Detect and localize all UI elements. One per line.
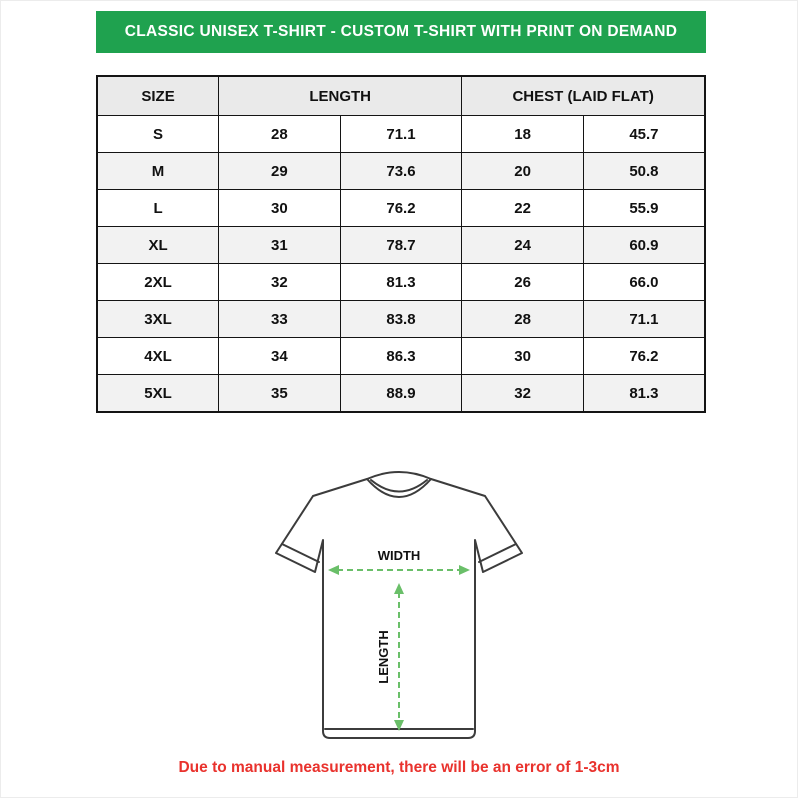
measurement-cell: 71.1 [340,116,462,153]
measurement-cell: 50.8 [583,153,705,190]
page-title: CLASSIC UNISEX T-SHIRT - CUSTOM T-SHIRT WITH PRINT ON DEMAND [124,23,678,40]
table-row [97,264,705,301]
title-banner [96,11,706,53]
table-row [97,153,705,190]
size-cell: 3XL [97,301,219,338]
measurement-cell: 32 [462,375,584,413]
measurement-cell: 34 [219,338,341,375]
header-length: LENGTH [219,76,462,116]
size-cell: 4XL [97,338,219,375]
table-row [97,190,705,227]
size-cell: L [97,190,219,227]
measurement-cell: 76.2 [583,338,705,375]
measurement-cell: 78.7 [340,227,462,264]
header-chest: CHEST (LAID FLAT) [462,76,705,116]
measurement-cell: 30 [219,190,341,227]
measurement-cell: 55.9 [583,190,705,227]
measurement-cell: 35 [219,375,341,413]
measurement-cell: 83.8 [340,301,462,338]
table-row [97,375,705,413]
length-label: LENGTH [376,630,391,684]
table-row [97,227,705,264]
table-row [97,116,705,153]
measurement-cell: 73.6 [340,153,462,190]
measurement-cell: 30 [462,338,584,375]
size-table-body [97,116,705,413]
measurement-cell: 45.7 [583,116,705,153]
measurement-cell: 22 [462,190,584,227]
measurement-cell: 71.1 [583,301,705,338]
size-cell: XL [97,227,219,264]
measurement-cell: 66.0 [583,264,705,301]
measurement-cell: 32 [219,264,341,301]
measurement-cell: 31 [219,227,341,264]
measurement-cell: 26 [462,264,584,301]
tshirt-diagram [1,439,797,749]
measurement-cell: 18 [462,116,584,153]
size-cell: 2XL [97,264,219,301]
measurement-cell: 86.3 [340,338,462,375]
measurement-note: Due to manual measurement, there will be an error of 1-3cm [178,759,620,776]
table-row [97,338,705,375]
width-label: WIDTH [377,548,421,563]
size-cell: M [97,153,219,190]
size-cell: 5XL [97,375,219,413]
measurement-cell: 88.9 [340,375,462,413]
measurement-cell: 60.9 [583,227,705,264]
measurement-cell: 76.2 [340,190,462,227]
measurement-cell: 29 [219,153,341,190]
measurement-cell: 28 [219,116,341,153]
measurement-cell: 20 [462,153,584,190]
measurement-cell: 81.3 [583,375,705,413]
tshirt-outline-svg [239,439,559,749]
measurement-cell: 33 [219,301,341,338]
header-size: SIZE [97,76,219,116]
table-header-row [97,76,705,116]
measurement-cell: 24 [462,227,584,264]
size-table [96,75,706,413]
measurement-cell: 28 [462,301,584,338]
table-row [97,301,705,338]
measurement-cell: 81.3 [340,264,462,301]
size-cell: S [97,116,219,153]
